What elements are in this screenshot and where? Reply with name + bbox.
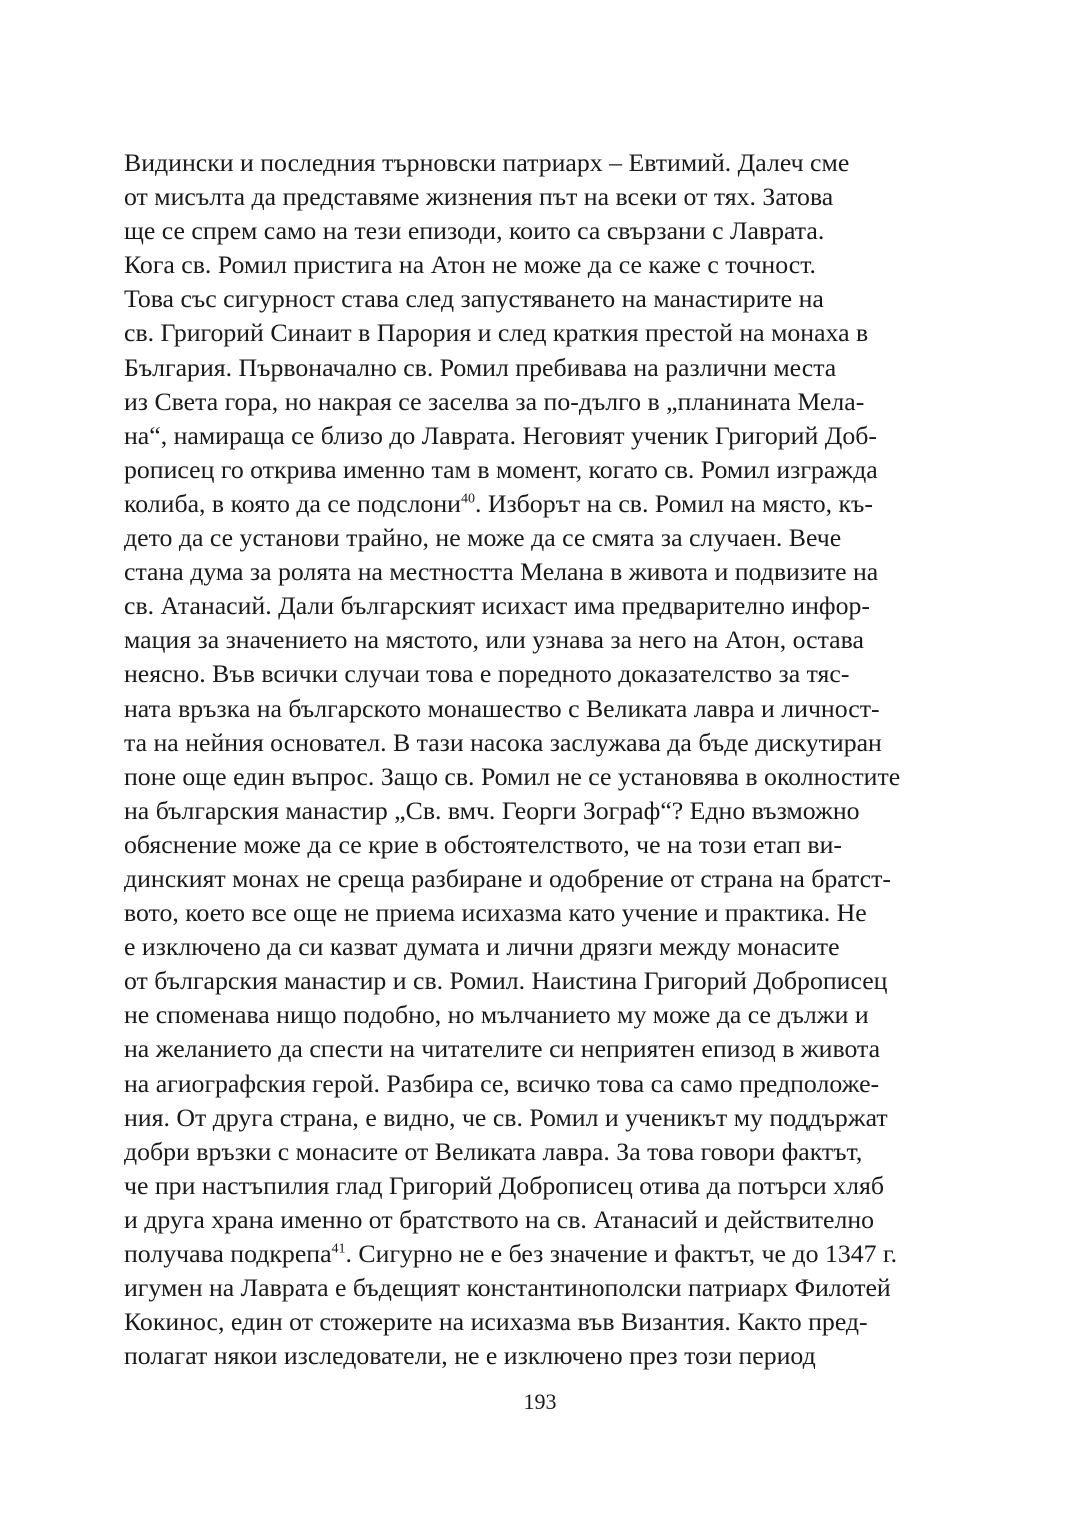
text-line <box>124 453 942 487</box>
text-line <box>124 521 942 555</box>
text-line <box>124 1101 942 1135</box>
text-line <box>124 1271 942 1305</box>
line-text: Кокинос, един от стожерите на исихазма във Византия. Както пред- <box>124 1307 868 1337</box>
line-text: от мисълта да представяме жизнения път на всеки от тях. Затова <box>124 182 834 212</box>
text-line <box>124 351 942 385</box>
line-text: мация за значението на мястото, или узнава за него на Атон, остава <box>124 625 864 655</box>
text-line <box>124 896 942 930</box>
text-line <box>124 589 942 623</box>
line-text: получава подкрепа <box>124 1239 332 1268</box>
line-text: из Света гора, но накрая се заселва за по-дълго в „планината Мела- <box>124 386 865 416</box>
line-text: на българския манастир „Св. вмч. Георги Зограф“? Едно възможно <box>124 795 860 825</box>
text-line <box>124 1135 942 1169</box>
text-line <box>124 1339 942 1373</box>
line-text: св. Атанасий. Дали българският исихаст има предварително инфор- <box>124 591 871 621</box>
line-text: динският монах не среща разбиране и одобрение от страна на братст- <box>124 863 891 893</box>
line-text: от българския манастир и св. Ромил. Наистина Григорий Доброписец <box>124 966 888 996</box>
line-text: неясно. Във всички случаи това е поредното доказателство за тяс- <box>124 659 850 689</box>
line-text: ще се спрем само на тези епизоди, които са свързани с Лаврата. <box>124 216 825 246</box>
line-text: полагат някои изследователи, не е изключено през този период <box>124 1341 816 1371</box>
line-text: че при настъпилия глад Григорий Доброписец отива да потърси хляб <box>124 1170 884 1200</box>
line-text: Кога св. Ромил пристига на Атон не може да се каже с точност. <box>124 250 816 280</box>
text-line <box>124 692 942 726</box>
line-text: св. Григорий Синаит в Парория и след краткия престой на монаха в <box>124 318 869 348</box>
footnote-reference: 40 <box>460 491 475 507</box>
text-line <box>124 385 942 419</box>
line-text-continued: . Изборът на св. Ромил на място, къ- <box>474 488 873 518</box>
text-line <box>124 623 942 657</box>
line-text: колиба, в която да се подслони <box>124 488 461 518</box>
text-line <box>124 419 942 453</box>
line-text: на желанието да спести на читателите си неприятен епизод в живота <box>124 1034 881 1064</box>
text-line <box>124 657 942 691</box>
text-line <box>124 998 942 1032</box>
line-text-continued: . Сигурно не е без значение и фактът, че до 1347 г. <box>345 1239 898 1268</box>
text-line <box>124 282 942 316</box>
line-text: Това със сигурност става след запустяването на манастирите на <box>124 284 824 314</box>
line-text: поне още един въпрос. Защо св. Ромил не се установява в околностите <box>124 761 901 791</box>
text-line <box>124 146 942 180</box>
text-line <box>124 214 942 248</box>
line-text: добри връзки с монасите от Великата лавра. За това говори фактът, <box>124 1136 863 1166</box>
text-line <box>124 248 942 282</box>
text-line <box>124 930 942 964</box>
line-text: и друга храна именно от братството на св. Атанасий и действително <box>124 1204 875 1234</box>
line-text: България. Първоначално св. Ромил пребивава на различни места <box>124 352 837 382</box>
text-line <box>124 487 942 521</box>
text-line <box>124 964 942 998</box>
line-text: игумен на Лаврата е бъдещият константинополски патриарх Филотей <box>124 1273 891 1303</box>
line-text: ния. От друга страна, е видно, че св. Ромил и ученикът му поддържат <box>124 1102 888 1132</box>
text-line <box>124 726 942 760</box>
text-line <box>124 1305 942 1339</box>
text-line <box>124 862 942 896</box>
text-line <box>124 316 942 350</box>
line-text: рописец го открива именно там в момент, когато св. Ромил изгражда <box>124 454 878 484</box>
line-text: обяснение може да се крие в обстоятелството, че на този етап ви- <box>124 829 843 859</box>
line-text: стана дума за ролята на местността Мелана в живота и подвизите на <box>124 557 879 587</box>
text-line <box>124 1067 942 1101</box>
footnote-reference: 41 <box>331 1241 346 1257</box>
text-line <box>124 1032 942 1066</box>
line-text: ната връзка на българското монашество с Великата лавра и личност- <box>124 693 880 723</box>
text-line <box>124 1237 942 1271</box>
text-line <box>124 760 942 794</box>
line-text: дето да се установи трайно, не може да се смята за случаен. Вече <box>124 523 842 553</box>
line-text: е изключено да си казват думата и лични дрязги между монасите <box>124 932 840 962</box>
page-number: 193 <box>523 1389 557 1414</box>
line-text: на“, намираща се близо до Лаврата. Неговият ученик Григорий Доб- <box>124 420 877 450</box>
line-text: та на нейния основател. В тази насока заслужава да бъде дискутиран <box>124 727 882 757</box>
text-line <box>124 1203 942 1237</box>
body-text <box>124 146 942 1373</box>
text-line <box>124 1169 942 1203</box>
text-line <box>124 555 942 589</box>
text-line <box>124 794 942 828</box>
text-line <box>124 828 942 862</box>
line-text: Видински и последния търновски патриарх – Евтимий. Далеч сме <box>124 148 850 177</box>
text-line <box>124 180 942 214</box>
line-text: вото, което все още не приема исихазма като учение и практика. Не <box>124 898 867 928</box>
line-text: на агиографския герой. Разбира се, всичко това са само предположе- <box>124 1068 880 1098</box>
line-text: не споменава нищо подобно, но мълчанието му може да се дължи и <box>124 1000 869 1030</box>
